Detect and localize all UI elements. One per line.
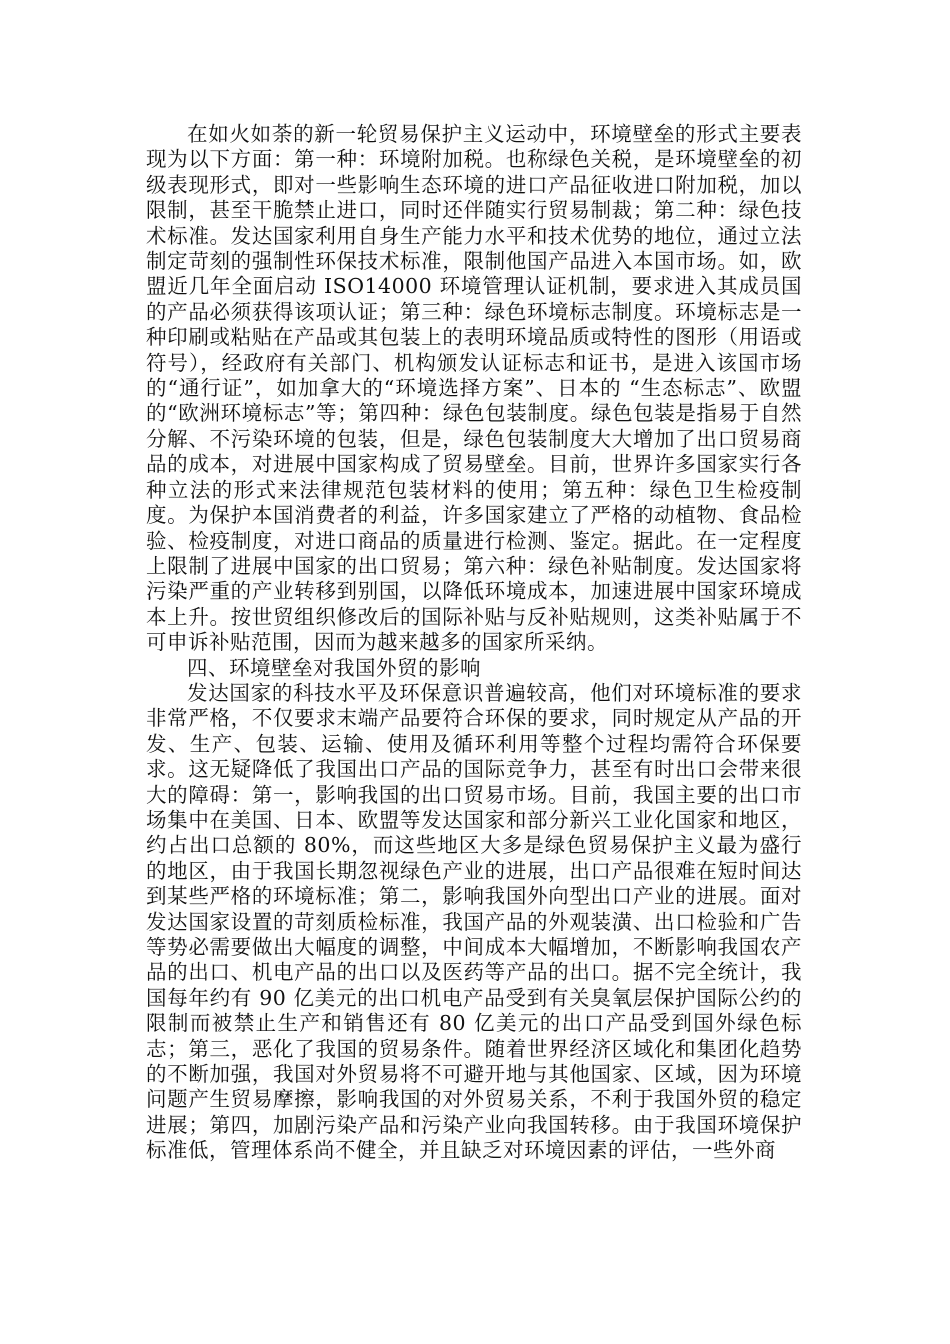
body-paragraph-environmental-barrier-forms: 在如火如荼的新一轮贸易保护主义运动中，环境壁垒的形式主要表现为以下方面：第一种：环境附加税。也称绿色关税，是环境壁垒的初级表现形式，即对一些影响生态环境的进口产品征收进口附加税，加以限制，甚至干脆禁止进口，同时还伴随实行贸易制裁；第二种：绿色技术标准。发达国家利用自身生产能力水平和技术优势的地位，通过立法制定苛刻的强制性环保技术标准，限制他国产品进入本国市场。如，欧盟近几年全面启动 ISO14000 环境管理认证机制，要求进入其成员国的产品必须获得该项认证；第三种：绿色环境标志制度。环境标志是一种印刷或粘贴在产品或其包装上的表明环境品质或特性的图形（用语或符号），经政府有关部门、机构颁发认证标志和证书，是进入该国市场的“通行证”，如加拿大的“环境选择方案”、日本的 “生态标志”、欧盟的“欧洲环境标志”等；第四种：绿色包装制度。绿色包装是指易于自然分解、不污染环境的包装，但是，绿色包装制度大大增加了出口贸易商品的成本，对进展中国家构成了贸易壁垒。目前，世界许多国家实行各种立法的形式来法律规范包装材料的使用；第五种：绿色卫生检疫制度。为保护本国消费者的利益，许多国家建立了严格的动植物、食品检验、检疫制度，对进口商品的质量进行检测、鉴定。据此。在一定程度上限制了进展中国家的出口贸易；第六种：绿色补贴制度。发达国家将污染严重的产业转移到别国，以降低环境成本，加速进展中国家环境成本上升。按世贸组织修改后的国际补贴与反补贴规则，这类补贴属于不可申诉补贴范围，因而为越来越多的国家所采纳。 (146, 122, 802, 655)
document-page (146, 122, 802, 1242)
body-paragraph-impact-details: 发达国家的科技水平及环保意识普遍较高，他们对环境标准的要求非常严格，不仅要求末端产品要符合环保的要求，同时规定从产品的开发、生产、包装、运输、使用及循环利用等整个过程均需符合环保要求。这无疑降低了我国出口产品的国际竞争力，甚至有时出口会带来很大的障碍：第一，影响我国的出口贸易市场。目前，我国主要的出口市场集中在美国、日本、欧盟等发达国家和部分新兴工业化国家和地区，约占出口总额的 80%，而这些地区大多是绿色贸易保护主义最为盛行的地区，由于我国长期忽视绿色产业的进展，出口产品很难在短时间达到某些严格的环境标准；第二，影响我国外向型出口产业的进展。面对发达国家设置的苛刻质检标准，我国产品的外观装潢、出口检验和广告等势必需要做出大幅度的调整，中间成本大幅增加，不断影响我国农产品的出口、机电产品的出口以及医药等产品的出口。据不完全统计，我国每年约有 90 亿美元的出口机电产品受到有关臭氧层保护国际公约的限制而被禁止生产和销售还有 80 亿美元的出口产品受到国外绿色标志；第三，恶化了我国的贸易条件。随着世界经济区域化和集团化趋势的不断加强，我国对外贸易将不可避开地与其他国家、区域，因为环境问题产生贸易摩擦，影响我国的对外贸易关系，不利于我国外贸的稳定进展；第四，加剧污染产品和污染产业向我国转移。由于我国环境保护标准低，管理体系尚不健全，并且缺乏对环境因素的评估，一些外商 (146, 680, 802, 1163)
section-heading-impact-on-foreign-trade: 四、环境壁垒对我国外贸的影响 (187, 655, 481, 680)
